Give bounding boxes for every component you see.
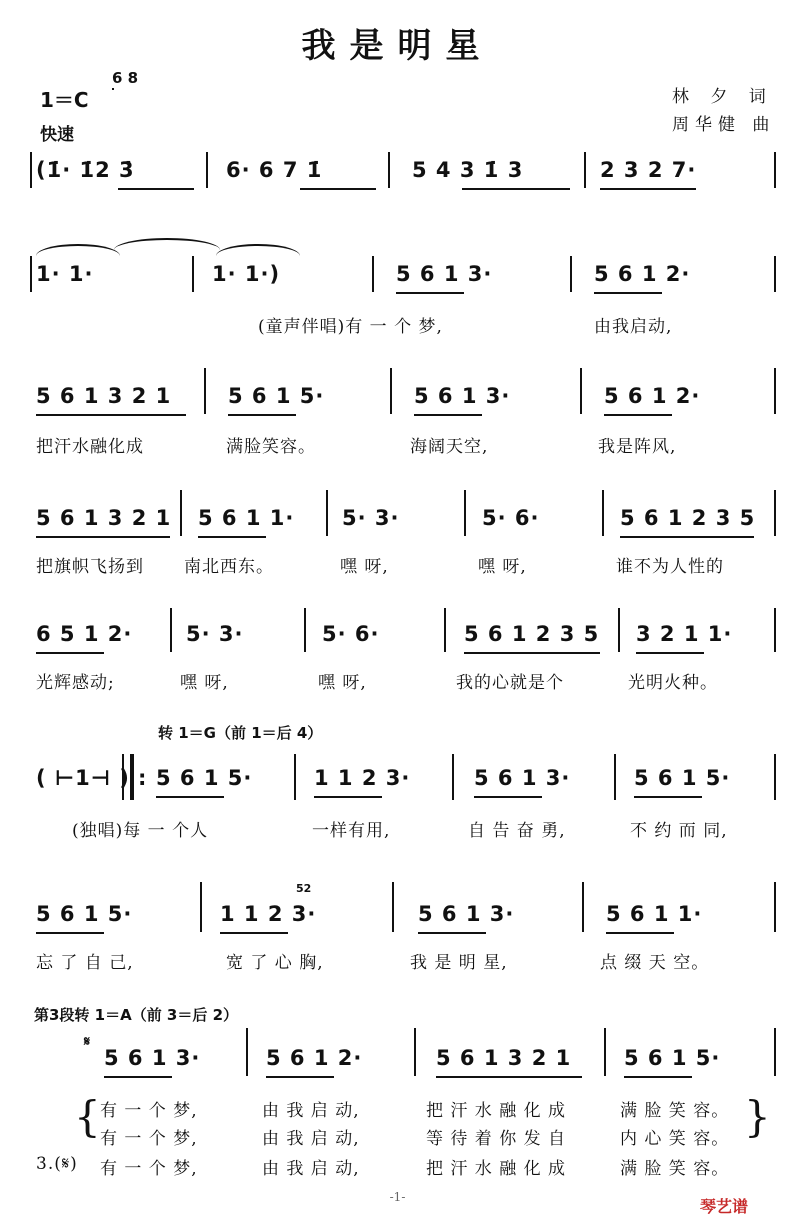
score-row-8 <box>0 1000 795 1190</box>
measure: (1̇· 1̇2 3̇ <box>36 158 135 182</box>
measure: 5 6 1 5· <box>624 1046 721 1070</box>
score-row-1 <box>0 140 795 240</box>
measure: 1 1 2 3· <box>220 902 317 926</box>
measure: 1· 1· <box>36 262 94 286</box>
meter-bottom: 8 <box>127 69 139 87</box>
measure: 5· 6· <box>482 506 540 530</box>
verse-brace-left: { <box>74 1092 101 1141</box>
lyric-line: 嘿 呀, <box>318 673 367 693</box>
measure: ( ⊢1⊣ ) <box>36 766 130 790</box>
lyric-line: 自 告 奋 勇, <box>468 821 566 841</box>
lyric-line: 一样有用, <box>312 821 391 841</box>
lyric-line: 满 脸 笑 容。 <box>620 1101 730 1121</box>
measure: 1· 1·) <box>212 262 281 286</box>
meter-top: 6 <box>112 69 123 87</box>
measure: 5 6 1 3 2 1 <box>36 506 172 530</box>
measure: 1 1 2 3· <box>314 766 411 790</box>
page-number: -1- <box>389 1190 406 1204</box>
lyric-line: 由我启动, <box>594 317 673 337</box>
page-title: 我是明星 <box>301 26 494 66</box>
measure: 5 6 1 3· <box>414 384 511 408</box>
measure: 5 6 1 1· <box>606 902 703 926</box>
lyric-line: 等 待 着 你 发 自 <box>426 1129 567 1149</box>
lyric-line: 我 是 明 星, <box>410 953 508 973</box>
measure: 5· 6· <box>322 622 380 646</box>
lyric-line: 嘿 呀, <box>340 557 389 577</box>
lyric-line: 有 一 个 梦, <box>100 1101 198 1121</box>
grace-notes: 52 <box>296 882 312 895</box>
measure: 6· 6 7 1̇ <box>226 158 323 182</box>
measure: 3 2 1 1· <box>636 622 733 646</box>
lyric-line: 光明火种。 <box>628 673 718 693</box>
verse-number: 3.(𝄋) <box>36 1154 78 1174</box>
lyric-line: 嘿 呀, <box>180 673 229 693</box>
measure: 5 6 1 2 3 5 <box>620 506 756 530</box>
measure: 5 6 1 3· <box>474 766 571 790</box>
lyric-line: 把旗帜飞扬到 <box>36 557 144 577</box>
key-change-annotation: 第3段转 1＝A（前 3＝后 2） <box>34 1006 239 1024</box>
lyric-line: 不 约 而 同, <box>630 821 728 841</box>
lyric-line: 满 脸 笑 容。 <box>620 1159 730 1179</box>
lyric-line: 内 心 笑 容。 <box>620 1129 730 1149</box>
lyric-line: 我的心就是个 <box>456 673 564 693</box>
measure: 5 6 1 2· <box>604 384 701 408</box>
lyric-line: 点 缀 天 空。 <box>600 953 710 973</box>
measure: 5· 3· <box>186 622 244 646</box>
segno-icon: 𝄋 <box>84 1034 91 1050</box>
measure: 5 6 1 5· <box>36 902 133 926</box>
lyric-line: 嘿 呀, <box>478 557 527 577</box>
tempo-marking: 快速 <box>40 125 74 145</box>
measure: 5 6 1 3· <box>418 902 515 926</box>
lyric-line: 有 一 个 梦, <box>100 1159 198 1179</box>
lyric-line: 我是阵风, <box>598 437 677 457</box>
measure: 5 6 1 5· <box>634 766 731 790</box>
lyric-line: 南北西东。 <box>184 557 274 577</box>
measure: 5 6 1 3· <box>396 262 493 286</box>
verse-brace-right: } <box>744 1092 771 1141</box>
time-signature <box>112 69 139 87</box>
lyric-line: 由 我 启 动, <box>262 1159 360 1179</box>
measure: 5 6 1 2· <box>594 262 691 286</box>
measure: 5 4 3 1̇ 3 <box>412 158 524 182</box>
lyric-line: 把汗水融化成 <box>36 437 144 457</box>
key-change-annotation: 转 1＝G（前 1＝后 4） <box>158 724 323 742</box>
measure: 5 6 1 3 2 1 <box>36 384 172 408</box>
measure: 2 3 2 7· <box>600 158 697 182</box>
lyric-line: 海阔天空, <box>410 437 489 457</box>
site-logo: 琴艺谱 <box>700 1197 749 1216</box>
score-row-2 <box>0 232 795 337</box>
lyric-line: 把 汗 水 融 化 成 <box>426 1159 567 1179</box>
measure: 5 6 1 1· <box>198 506 295 530</box>
lyric-line: 把 汗 水 融 化 成 <box>426 1101 567 1121</box>
measure: 5 6 1 3 2 1 <box>436 1046 572 1070</box>
score-row-4 <box>0 480 795 580</box>
lyric-line: 光辉感动; <box>36 673 115 693</box>
key-signature: 1＝C <box>40 88 89 112</box>
lyric-line: 谁不为人性的 <box>616 557 724 577</box>
measure: 5 6 1 5· <box>228 384 325 408</box>
score-row-6 <box>0 720 795 841</box>
lyric-line: 忘 了 自 己, <box>36 953 134 973</box>
measure: 5 6 1 2 3 5 <box>464 622 600 646</box>
lyric-line: (童声伴唱)有 一 个 梦, <box>258 317 443 337</box>
lyricist-credit: 林 夕 词 <box>672 87 774 107</box>
measure: 5 6 1 5· <box>156 766 253 790</box>
lyric-line: 有 一 个 梦, <box>100 1129 198 1149</box>
lyric-line: 满脸笑容。 <box>226 437 316 457</box>
score-row-3 <box>0 358 795 458</box>
lyric-line: (独唱)每 一 个人 <box>72 821 209 841</box>
score-row-5 <box>0 600 795 700</box>
composer-credit: 周华健 曲 <box>672 115 776 135</box>
score-row-7 <box>0 868 795 973</box>
lyric-line: 宽 了 心 胸, <box>226 953 324 973</box>
lyric-line: 由 我 启 动, <box>262 1129 360 1149</box>
measure: 5 6 1 3· <box>104 1046 201 1070</box>
measure: 5 6 1 2· <box>266 1046 363 1070</box>
repeat-sign: : <box>138 766 148 790</box>
measure: 5· 3· <box>342 506 400 530</box>
lyric-line: 由 我 启 动, <box>262 1101 360 1121</box>
measure: 6 5 1 2· <box>36 622 133 646</box>
